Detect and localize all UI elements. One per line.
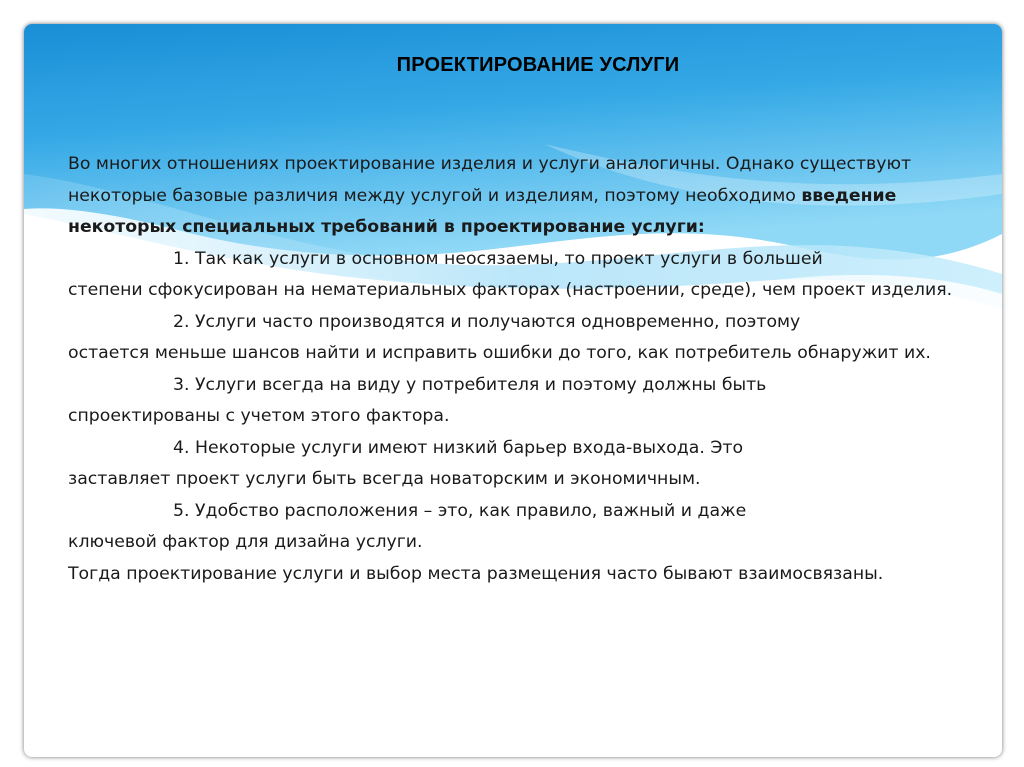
conclusion-paragraph: Тогда проектирование услуги и выбор места размещения часто бывают взаимосвязаны. (68, 563, 884, 584)
list-item (68, 496, 968, 559)
list-item-first-line: 5. Удобство расположения – это, как правило, важный и даже (173, 500, 747, 521)
slide-body (68, 149, 968, 590)
intro-text: Во многих отношениях проектирование изделия и услуги аналогичны. Однако существуют некоторые базовые различия между услугой и изделиям, поэтому необходимо (68, 154, 912, 206)
list-item-first-line: 4. Некоторые услуги имеют низкий барьер входа-выхода. Это (173, 437, 744, 458)
slide (24, 24, 1002, 757)
intro-paragraph (68, 149, 968, 244)
list-item-first-line: 1. Так как услуги в основном неосязаемы, то проект услуги в большей (173, 248, 823, 269)
list-item-rest: ключевой фактор для дизайна услуги. (68, 532, 423, 552)
list-item-rest: спроектированы с учетом этого фактора. (68, 406, 450, 426)
slide-title: ПРОЕКТИРОВАНИЕ УСЛУГИ (396, 54, 680, 76)
intro-bold: введение некоторых специальных требований в проектирование услуги: (68, 185, 897, 237)
list-item (68, 244, 968, 307)
list-item (68, 307, 968, 370)
list-item-rest: остается меньше шансов найти и исправить ошибки до того, как потребитель обнаружит их. (68, 343, 931, 363)
list-item (68, 370, 968, 433)
list-item-rest: заставляет проект услуги быть всегда новаторским и экономичным. (68, 469, 701, 489)
list-item-first-line: 2. Услуги часто производятся и получаются одновременно, поэтому (173, 311, 801, 332)
list-item (68, 433, 968, 496)
list-item-first-line: 3. Услуги всегда на виду у потребителя и поэтому должны быть (173, 374, 767, 395)
list-item-rest: степени сфокусирован на нематериальных факторах (настроении, среде), чем проект изделия. (68, 280, 953, 300)
